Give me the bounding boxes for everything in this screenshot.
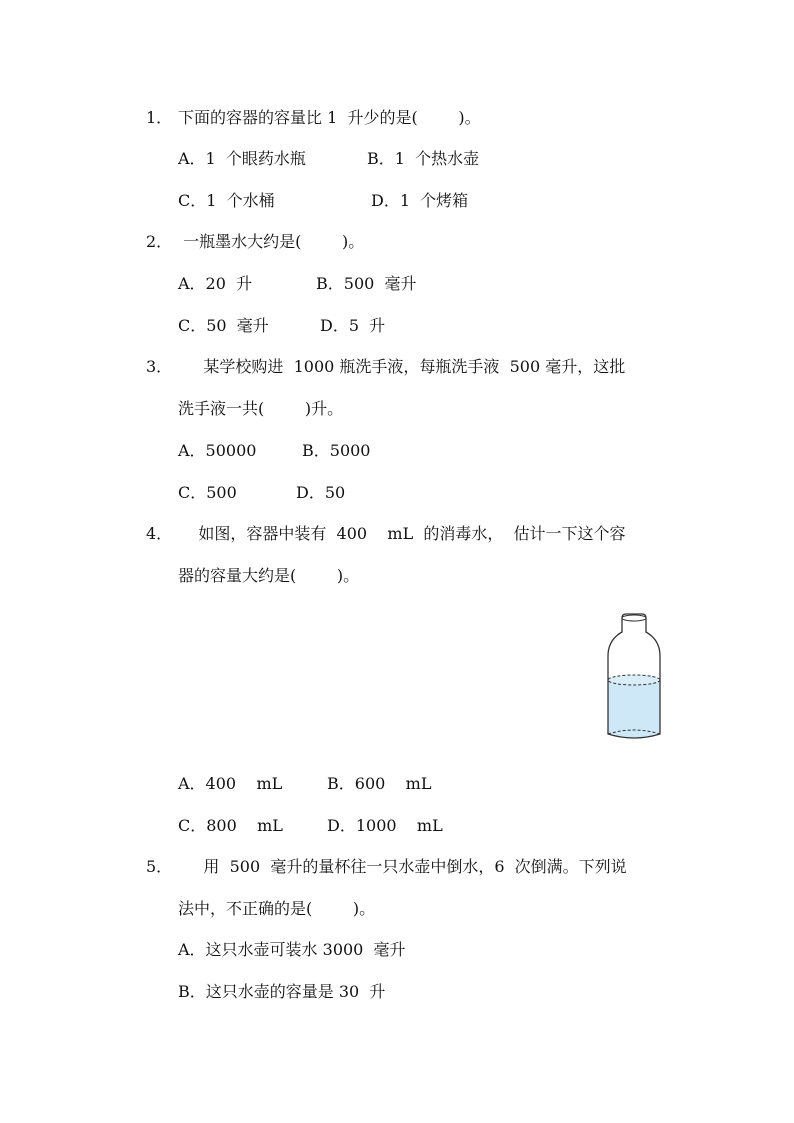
question-2-option-a: A．20 升 [178, 274, 253, 293]
question-2-option-b: B．500 毫升 [316, 274, 417, 293]
question-3-option-d: D．50 [296, 483, 346, 502]
question-3-text-line-1: 某学校购进 1000 瓶洗手液，每瓶洗手液 500 毫升，这批 [178, 357, 626, 376]
question-1-text: 下面的容器的容量比 1 升少的是( )。 [178, 108, 481, 127]
question-1-option-c: C．1 个水桶 [178, 191, 275, 210]
question-1-number: 1． [146, 108, 173, 127]
question-3-text-line-2: 洗手液一共( )升。 [178, 399, 344, 418]
question-5-number: 5． [146, 857, 173, 876]
question-3-option-b: B．5000 [302, 441, 371, 460]
bottle-mouth [622, 615, 646, 621]
question-4-text-line-1: 如图，容器中装有 400 mL 的消毒水， 估计一下这个容 [178, 524, 626, 543]
question-4-option-d: D．1000 mL [327, 816, 443, 835]
question-4-option-a: A．400 mL [178, 774, 283, 793]
question-2-number: 2． [146, 232, 173, 251]
question-4-option-b: B．600 mL [327, 774, 432, 793]
question-2-option-c: C．50 毫升 [178, 316, 269, 335]
question-2-option-d: D．5 升 [320, 316, 386, 335]
question-5-text-line-1: 用 500 毫升的量杯往一只水壶中倒水，6 次倒满。下列说 [178, 857, 627, 876]
question-4-text-line-2: 器的容量大约是( )。 [178, 566, 360, 585]
question-1-option-d: D．1 个烤箱 [371, 191, 469, 210]
question-2-text: 一瓶墨水大约是( )。 [178, 232, 365, 251]
question-4-option-c: C．800 mL [178, 816, 283, 835]
question-5-option-b: B．这只水壶的容量是 30 升 [178, 982, 386, 1001]
question-3-option-c: C．500 [178, 483, 237, 502]
question-1-option-a: A．1 个眼药水瓶 [178, 149, 306, 168]
question-5-text-line-2: 法中，不正确的是( )。 [178, 899, 376, 918]
question-4-number: 4． [146, 524, 173, 543]
water-surface [608, 675, 660, 685]
question-3-number: 3． [146, 357, 173, 376]
question-1-option-b: B．1 个热水壶 [367, 149, 480, 168]
question-3-option-a: A．50000 [178, 441, 257, 460]
question-5-option-a: A．这只水壶可装水 3000 毫升 [178, 940, 406, 959]
bottle-with-water-icon [604, 612, 664, 744]
